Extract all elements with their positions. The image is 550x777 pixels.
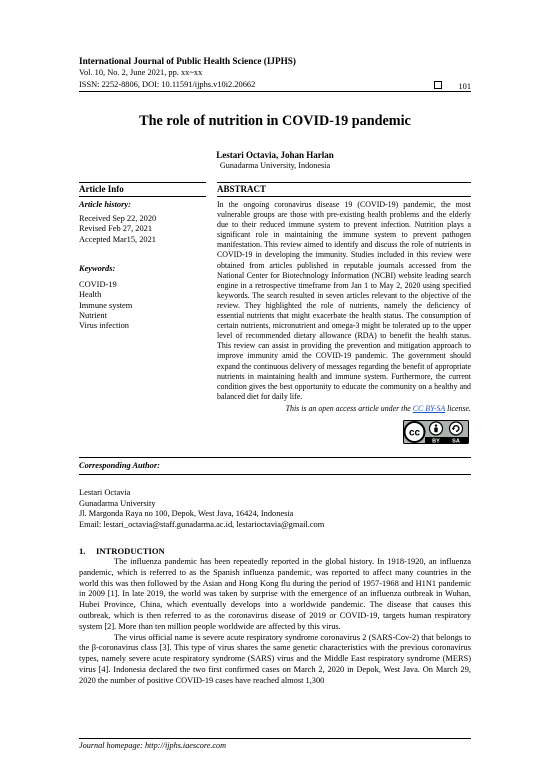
section-heading bbox=[79, 546, 165, 556]
license-link[interactable]: CC BY-SA bbox=[412, 404, 446, 413]
keywords-list bbox=[79, 280, 132, 331]
history-revised: Revised Feb 27, 2021 bbox=[79, 224, 153, 234]
article-info-bottom-rule bbox=[79, 196, 206, 197]
keyword-item: Virus infection bbox=[79, 321, 129, 331]
page-number: 101 bbox=[458, 82, 471, 91]
corresponding-institution: Gunadarma University bbox=[79, 498, 156, 508]
header-rule bbox=[79, 91, 471, 92]
cc-sa-label: SA bbox=[452, 438, 460, 444]
abstract-top-rule bbox=[217, 182, 471, 183]
abstract-text: In the ongoing coronavirus disease 19 (COVID-19) pandemic, the most vulnerable groups are those with pre-existing health problems and the elderly due to their reduced immune system to prevent infection. Nutrition plays a significant role in maintaining the immune system to prevent pathogen manifestation. This review aimed to identify and discuss the role of nutrients in COVID-19 in developing the immunity. Studies included in this review were obtained from articles published in reputable journals accessed from the National Center for Biotechnology Information (NCBI) website leading search engine in a retrospective timeframe from Jan 1 to May 2, 2020 using specified keywords. The search resulted in seven articles relevant to the objective of the review. They highlighted the role of nutrients, namely the deficiency of essential nutrients that might exacerbate the health status. The consumption of certain nutrients, micronutrient and omega-3 might be tolerated up to the upper level of recommended dietary allowance (RDA) to benefit the health status. This review can assist in providing the prevention and mitigation approach to improve immunity amid the COVID-19 pandemic. The government should expand the continuous delivery of messages regarding the benefit of appropriate nutrients in maintaining health and immune system. Furthermore, the current condition gives the best opportunity to educate the community on a healthy and balanced diet for daily life. bbox=[217, 200, 471, 401]
abstract-heading: ABSTRACT bbox=[217, 184, 267, 194]
svg-text:cc: cc bbox=[408, 427, 421, 439]
corresponding-rule bbox=[79, 474, 471, 475]
abstract-bottom-rule bbox=[217, 196, 471, 197]
keyword-item: COVID-19 bbox=[79, 280, 117, 289]
license-prefix: This is an open access article under the bbox=[285, 404, 413, 413]
page-number-block bbox=[434, 81, 471, 91]
introduction-paragraph: The influenza pandemic has been repeatedly reported in the global history. In 1918-1920, an influenza pandemic, which is referred to as the Spanish influenza pandemic, was reported to affect many countries in the world this was then followed by the Asian and Hong Kong flu during the period of 1957-1968 and H1N1 pandemic in 2009 [1]. In late 2019, the world was taken by surprise with the emergence of an influenza outbreak in Wuhan, Hubei Province, China, which eventually develops into a worldwide pandemic. The disease that causes this outbreak, which is then referred to as the coronavirus disease of 2019 or COVID-19, targets human respiratory system [2]. More than ten million people worldwide are affected by this virus. bbox=[79, 557, 471, 631]
cc-by-label: BY bbox=[432, 438, 440, 444]
history-received: Received Sep 22, 2020 bbox=[79, 214, 157, 223]
introduction-paragraph: The virus official name is severe acute respiratory syndrome coronavirus 2 (SARS-Cov-2) that belongs to the β-coronavirus class [3]. This type of virus shares the same genetic characteristics with the previous coronavirus types, namely severe acute respiratory syndrome (SARS) virus and the Middle East respiratory syndrome (MERS) virus [4]. Indonesia declared the two first confirmed cases on March 2, 2020 in Depok, West Java. On March 29, 2020 the number of positive COVID-19 cases have reached almost 1,300 bbox=[79, 632, 471, 685]
journal-volume: Vol. 10, No. 2, June 2021, pp. xx~xx bbox=[79, 68, 203, 77]
introduction-body bbox=[79, 557, 471, 687]
footer-rule bbox=[79, 738, 471, 739]
section-number: 1. bbox=[79, 546, 86, 556]
article-info-heading: Article Info bbox=[79, 184, 124, 194]
section-title: INTRODUCTION bbox=[96, 546, 165, 556]
corresponding-author-heading: Corresponding Author: bbox=[79, 461, 160, 470]
paper-title: The role of nutrition in COVID-19 pandemic bbox=[139, 113, 411, 129]
cc-by-sa-badge-icon[interactable] bbox=[403, 420, 469, 444]
abstract-end-rule bbox=[79, 457, 471, 458]
issn-doi: ISSN: 2252-8806, DOI: 10.11591/ijphs.v10i2.20662 bbox=[79, 80, 256, 89]
keyword-item: Immune system bbox=[79, 300, 133, 310]
page-box-icon bbox=[434, 81, 442, 89]
keyword-item: Health bbox=[79, 290, 102, 300]
article-info-top-rule bbox=[79, 182, 206, 183]
paper-affiliation: Gunadarma University, Indonesia bbox=[219, 161, 331, 170]
license-line bbox=[286, 404, 471, 413]
journal-homepage: Journal homepage: http://ijphs.iaescore.com bbox=[79, 741, 227, 750]
article-history-list bbox=[79, 214, 156, 245]
paper-authors: Lestari Octavia, Johan Harlan bbox=[216, 150, 334, 160]
journal-name: International Journal of Public Health Science (IJPHS) bbox=[79, 56, 296, 66]
cc-badge-svg bbox=[403, 420, 469, 444]
corresponding-email: Email: lestari_octavia@staff.gunadarma.ac.id, lestarioctavia@gmail.com bbox=[79, 519, 325, 529]
corresponding-name: Lestari Octavia bbox=[79, 488, 131, 497]
keyword-item: Nutrient bbox=[79, 310, 107, 320]
corresponding-address: Jl. Margonda Raya no 100, Depok, West Java, 16424, Indonesia bbox=[79, 509, 294, 518]
keywords-label: Keywords: bbox=[79, 264, 116, 273]
corresponding-author-details bbox=[79, 488, 324, 530]
history-accepted: Accepted Mar15, 2021 bbox=[79, 234, 156, 244]
license-suffix: license. bbox=[445, 404, 471, 413]
article-history-label: Article history: bbox=[79, 200, 131, 209]
